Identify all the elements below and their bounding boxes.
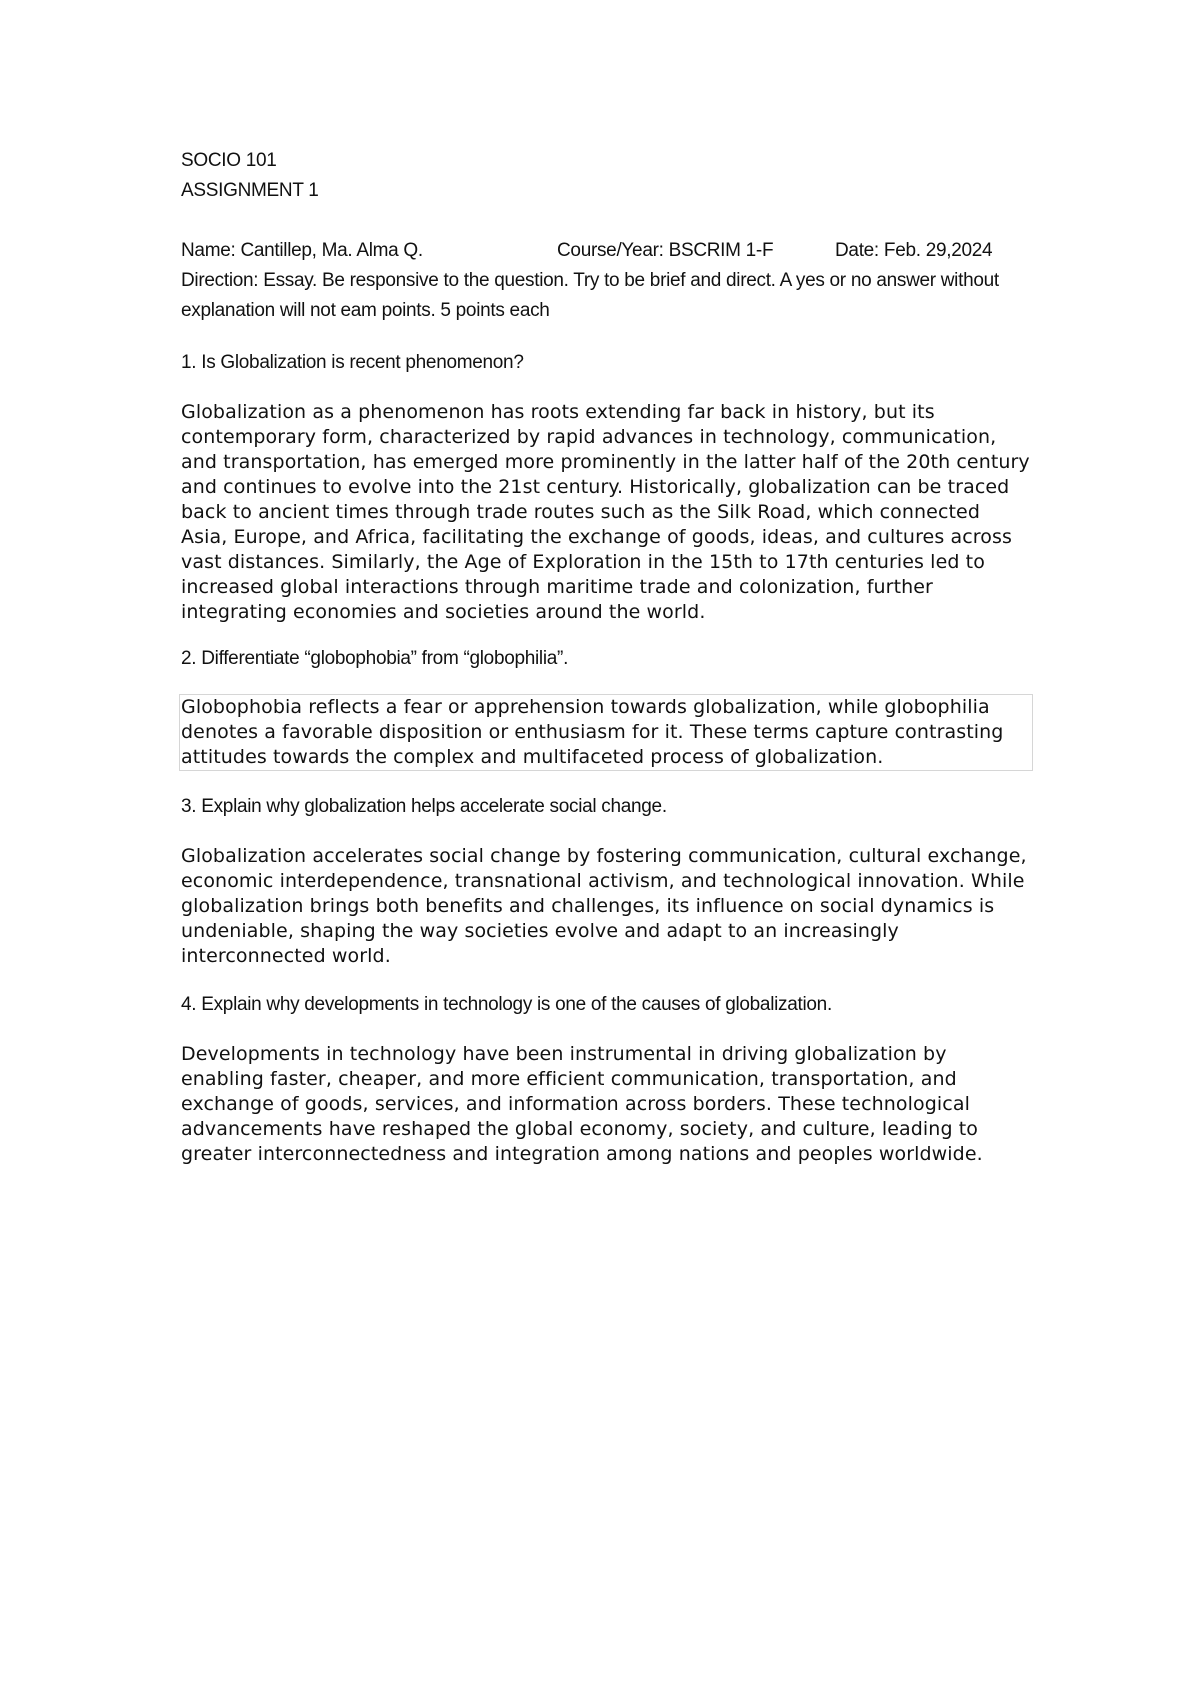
- student-info-row: [181, 236, 1031, 266]
- course-code: SOCIO 101: [181, 150, 277, 171]
- question-3: 3. Explain why globalization helps accelerate social change.: [181, 796, 667, 817]
- answer-1: Globalization as a phenomenon has roots extending far back in history, but its contemporary form, characterized by rapid advances in technology, communication, and transportation, has emerged more prominently in the latter half of the 20th century and continues to evolve into the 21st century. Historically, globalization can be traced back to ancient times through trade routes such as the Silk Road, which connected Asia, Europe, and Africa, facilitating the exchange of goods, ideas, and cultures across vast distances. Similarly, the Age of Exploration in the 15th to 17th centuries led to increased global interactions through maritime trade and colonization, further integrating economies and societies around the world.: [181, 401, 1030, 623]
- document-page: [181, 146, 1031, 1167]
- assignment-title: ASSIGNMENT 1: [181, 180, 319, 201]
- directions: Direction: Essay. Be responsive to the question. Try to be brief and direct. A yes or no answer without explanation will not eam points. 5 points each: [181, 270, 999, 321]
- question-4: 4. Explain why developments in technology is one of the causes of globalization.: [181, 994, 832, 1015]
- answer-4: Developments in technology have been instrumental in driving globalization by enabling faster, cheaper, and more efficient communication, transportation, and exchange of goods, services, and information across borders. These technological advancements have reshaped the global economy, society, and culture, leading to greater interconnectedness and integration among nations and peoples worldwide.: [181, 1043, 983, 1165]
- submission-date: Date: Feb. 29,2024: [835, 240, 993, 261]
- answer-2: Globophobia reflects a fear or apprehension towards globalization, while globophilia denotes a favorable disposition or enthusiasm for it. These terms capture contrasting attitudes towards the complex and multifaceted process of globalization.: [179, 694, 1033, 771]
- course-year: Course/Year: BSCRIM 1-F: [557, 240, 774, 261]
- question-2: 2. Differentiate “globophobia” from “globophilia”.: [181, 648, 569, 669]
- question-1: 1. Is Globalization is recent phenomenon?: [181, 352, 524, 373]
- student-name: Name: Cantillep, Ma. Alma Q.: [181, 240, 423, 261]
- answer-3: Globalization accelerates social change by fostering communication, cultural exchange, economic interdependence, transnational activism, and technological innovation. While globalization brings both benefits and challenges, its influence on social dynamics is undeniable, shaping the way societies evolve and adapt to an increasingly interconnected world.: [181, 845, 1027, 967]
